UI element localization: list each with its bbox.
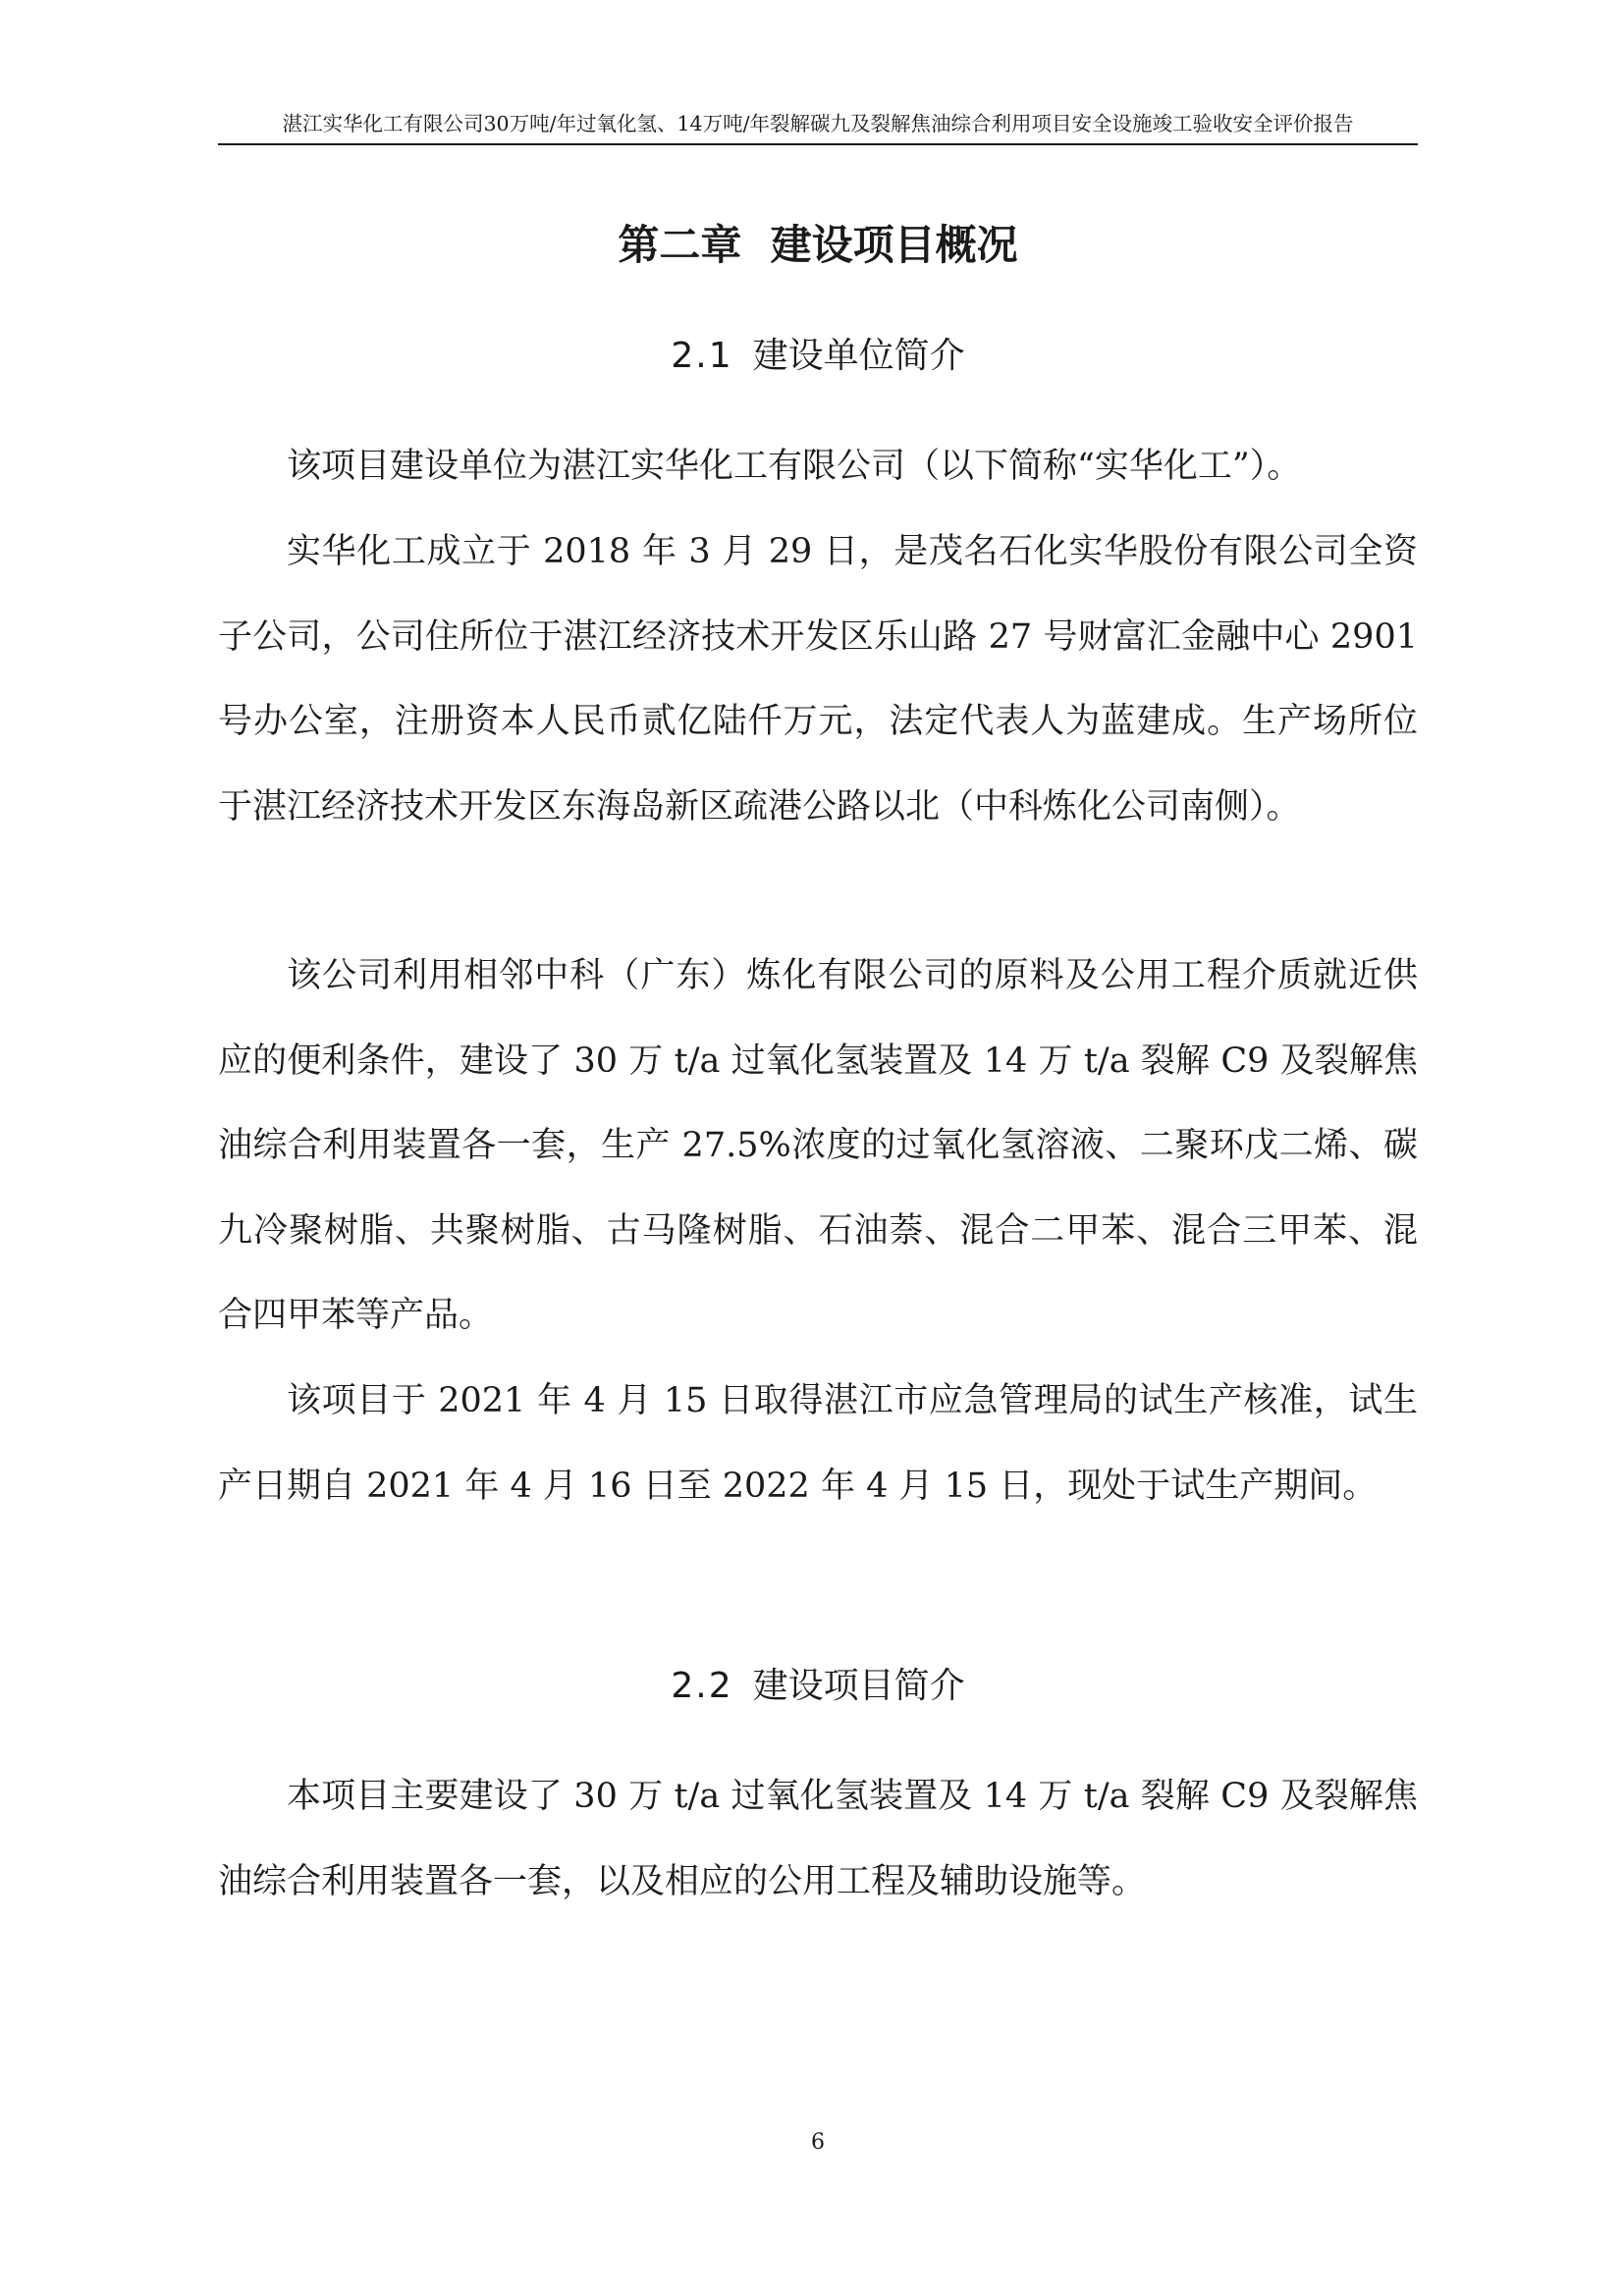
paragraph: 实华化工成立于 2018 年 3 月 29 日，是茂名石化实华股份有限公司全资子公司，公司住所位于湛江经济技术开发区乐山路 27 号财富汇金融中心 2901 号办公室，注册资本人民币贰亿陆仟万元，法定代表人为蓝建成。生产场所位于湛江经济技术开发区东海岛新区疏港公路以北（中科炼化公司南侧）。 xyxy=(218,532,1418,827)
section-number: 2.2 xyxy=(671,1666,733,1706)
section-title-text: 建设单位简介 xyxy=(752,336,965,376)
section-heading-2-2 xyxy=(218,1662,1418,1711)
running-header: 湛江实华化工有限公司30万吨/年过氧化氢、14万吨/年裂解碳九及裂解焦油综合利用项目安全设施竣工验收安全评价报告 xyxy=(282,112,1354,135)
paragraph: 该项目建设单位为湛江实华化工有限公司（以下简称“实华化工”）。 xyxy=(287,447,1302,486)
section-number: 2.1 xyxy=(671,336,733,376)
section-title-text: 建设项目简介 xyxy=(752,1666,965,1706)
page-number: 6 xyxy=(811,2130,825,2155)
paragraph: 该项目于 2021 年 4 月 15 日取得湛江市应急管理局的试生产核准，试生产日期自 2021 年 4 月 16 日至 2022 年 4 月 15 日，现处于试生产期间。 xyxy=(218,1381,1418,1506)
chapter-title: 第二章 建设项目概况 xyxy=(618,221,1018,269)
paragraph: 该公司利用相邻中科（广东）炼化有限公司的原料及公用工程介质就近供应的便利条件，建设了 30 万 t/a 过氧化氢装置及 14 万 t/a 裂解 C9 及裂解焦油综合利用装置各一套，生产 27.5%浓度的过氧化氢溶液、二聚环戊二烯、碳九冷聚树脂、共聚树脂、古马隆树脂、石油萘、混合二甲苯、混合三甲苯、混合四甲苯等产品。 xyxy=(218,956,1418,1335)
header-divider xyxy=(218,143,1418,145)
paragraph: 本项目主要建设了 30 万 t/a 过氧化氢装置及 14 万 t/a 裂解 C9 及裂解焦油综合利用装置各一套，以及相应的公用工程及辅助设施等。 xyxy=(218,1777,1418,1901)
section-heading-2-1 xyxy=(218,332,1418,381)
